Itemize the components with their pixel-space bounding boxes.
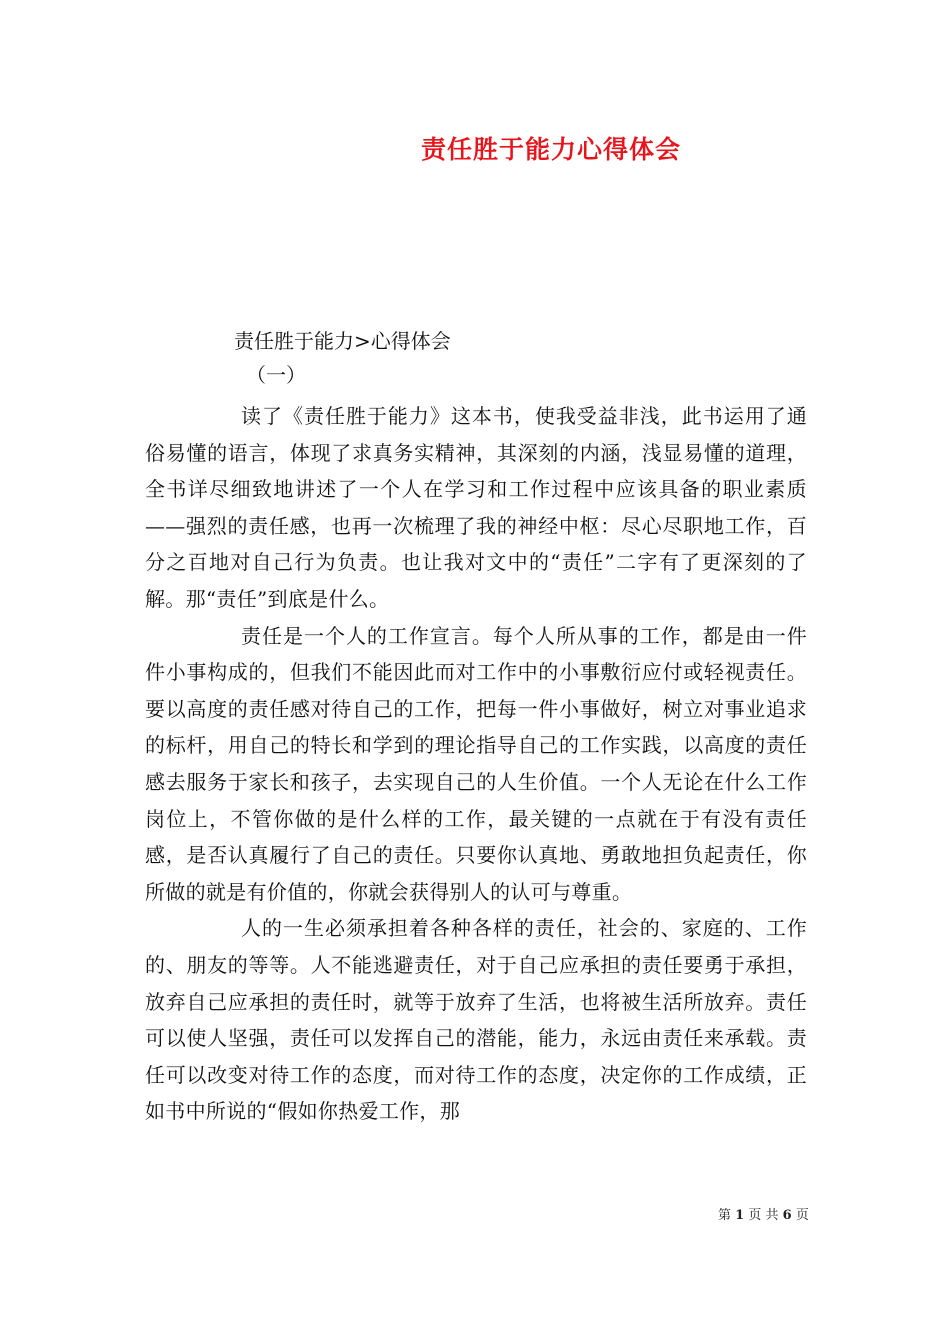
paragraph-1: 读了《责任胜于能力》这本书，使我受益非浅，此书运用了通俗易懂的语言，体现了求真务实精神，其深刻的内涵，浅显易懂的道理，全书详尽细致地讲述了一个人在学习和工作过程中应该具备的职业素质——强烈的责任感，也再一次梳理了我的神经中枢：尽心尽职地工作，百分之百地对自己行为负责。也让我对文中的“责任”二字有了更深刻的了解。那“责任”到底是什么。: [145, 404, 807, 611]
total-pages-number: 6: [782, 1208, 792, 1223]
current-page-number: 1: [735, 1208, 745, 1223]
footer-suffix: 页: [795, 1208, 809, 1223]
document-body: [145, 398, 807, 1130]
document-subtitle: 责任胜于能力>心得体会: [234, 329, 451, 353]
paragraph-2: 责任是一个人的工作宣言。每个人所从事的工作，都是由一件件小事构成的，但我们不能因此而对工作中的小事敷衍应付或轻视责任。要以高度的责任感对待自己的工作，把每一件小事做好，树立对事业追求的标杆，用自己的特长和学到的理论指导自己的工作实践，以高度的责任感去服务于家长和孩子，去实现自己的人生价值。一个人无论在什么工作岗位上，不管你做的是什么样的工作，最关键的一点就在于有没有责任感，是否认真履行了自己的责任。只要你认真地、勇敢地担负起责任，你所做的就是有价值的，你就会获得别人的认可与尊重。: [145, 623, 807, 904]
footer-middle: 页 共: [748, 1208, 779, 1223]
page-footer: [718, 1204, 809, 1223]
paragraph-3: 人的一生必须承担着各种各样的责任，社会的、家庭的、工作的、朋友的等等。人不能逃避责任，对于自己应承担的责任要勇于承担，放弃自己应承担的责任时，就等于放弃了生活，也将被生活所放弃。责任可以使人坚强，责任可以发挥自己的潜能，能力，永远由责任来承载。责任可以改变对待工作的态度，而对待工作的态度，决定你的工作成绩，正如书中所说的“假如你热爱工作，那: [145, 916, 807, 1124]
section-number: （一）: [246, 363, 306, 387]
footer-prefix: 第: [718, 1208, 732, 1223]
document-title: 责任胜于能力心得体会: [420, 135, 681, 164]
